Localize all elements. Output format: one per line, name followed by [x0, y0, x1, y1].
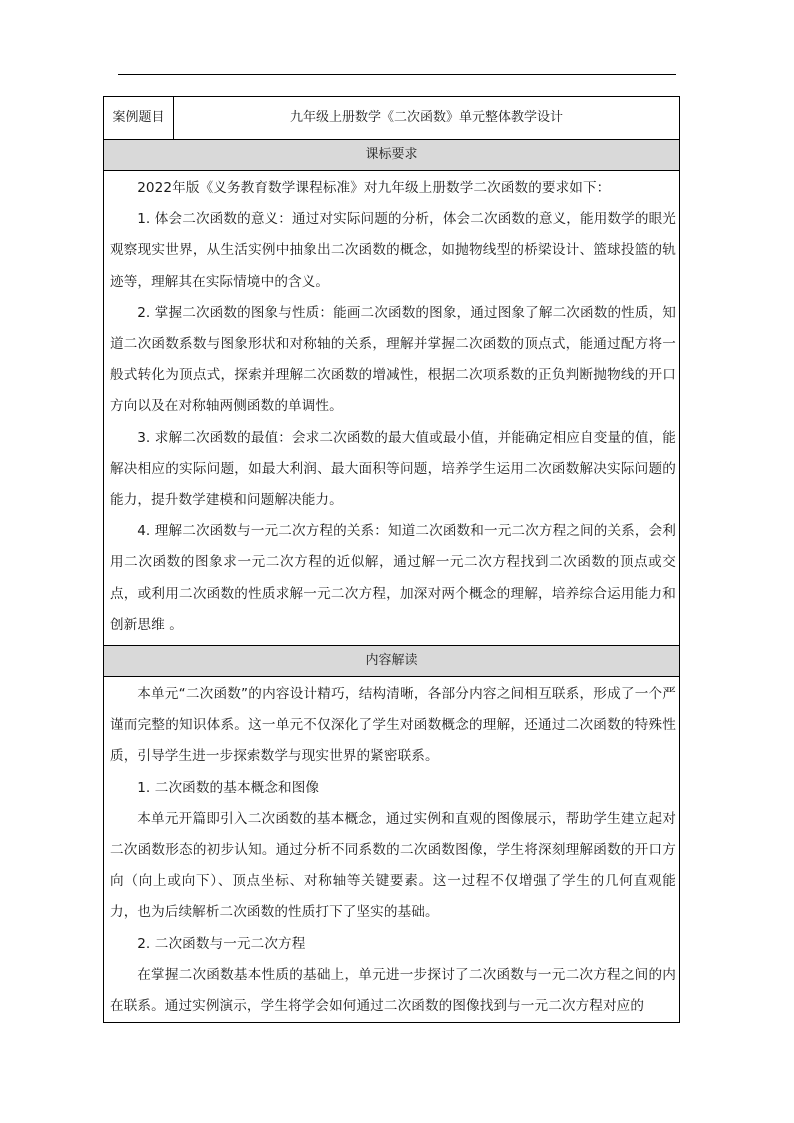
paragraph: 2. 掌握二次函数的图象与性质：能画二次函数的图象，通过图象了解二次函数的性质，知道二次函数系数与图象形状和对称轴的关系，理解并掌握二次函数的顶点式，能通过配方将一般式转化为顶点式，探索并理解二次函数的增减性，根据二次项系数的正负判断抛物线的开口方向以及在对称轴两侧函数的单调性。	[110, 304, 676, 415]
lesson-design-table	[103, 96, 680, 1023]
section-heading-row	[104, 140, 680, 171]
paragraph: 3. 求解二次函数的最值：会求二次函数的最大值或最小值，并能确定相应自变量的值，能解决相应的实际问题，如最大利润、最大面积等问题，培养学生运用二次函数解决实际问题的能力，提升数学建模和问题解决能力。	[110, 429, 676, 509]
subheading: 2. 二次函数与一元二次方程	[137, 935, 306, 952]
section-heading-row	[104, 646, 680, 677]
section-heading-content: 内容解读	[104, 646, 680, 677]
paragraph: 4. 理解二次函数与一元二次方程的关系：知道二次函数和一元二次方程之间的关系，会利用二次函数的图象求一元二次方程的近似解，通过解一元二次方程找到二次函数的顶点或交点，或利用二次函数的性质求解一元二次方程，加深对两个概念的理解，培养综合运用能力和创新思维 。	[110, 523, 676, 633]
section-body-row	[104, 171, 680, 646]
paragraph: 2022年版《义务教育数学课程标准》对九年级上册数学二次函数的要求如下：	[137, 180, 611, 196]
section-body-curriculum	[104, 171, 680, 646]
section-body-content	[104, 677, 680, 1023]
case-title-label: 案例题目	[104, 97, 174, 140]
paragraph: 本单元“二次函数”的内容设计精巧，结构清晰，各部分内容之间相互联系，形成了一个严谨而完整的知识体系。这一单元不仅深化了学生对函数概念的理解，还通过二次函数的特殊性质，引导学生进一步探索数学与现实世界的紧密联系。	[110, 686, 676, 765]
section-heading-curriculum: 课标要求	[104, 140, 680, 171]
case-title-row	[104, 97, 680, 140]
paragraph: 1. 体会二次函数的意义：通过对实际问题的分析，体会二次函数的意义，能用数学的眼光观察现实世界，从生活实例中抽象出二次函数的概念，如抛物线型的桥梁设计、篮球投篮的轨迹等，理解其在实际情境中的含义。	[110, 211, 676, 290]
subheading: 1. 二次函数的基本概念和图像	[137, 779, 320, 796]
section-body-row	[104, 677, 680, 1023]
paragraph: 在掌握二次函数基本性质的基础上，单元进一步探讨了二次函数与一元二次方程之间的内在联系。通过实例演示，学生将学会如何通过二次函数的图像找到与一元二次方程对应的	[110, 966, 676, 1015]
header-rule	[118, 74, 676, 75]
case-title-value: 九年级上册数学《二次函数》单元整体教学设计	[174, 97, 680, 140]
paragraph: 本单元开篇即引入二次函数的基本概念，通过实例和直观的图像展示，帮助学生建立起对二次函数形态的初步认知。通过分析不同系数的二次函数图像，学生将深刻理解函数的开口方向（向上或向下）、顶点坐标、对称轴等关键要素。这一过程不仅增强了学生的几何直观能力，也为后续解析二次函数的性质打下了坚实的基础。	[110, 810, 676, 921]
